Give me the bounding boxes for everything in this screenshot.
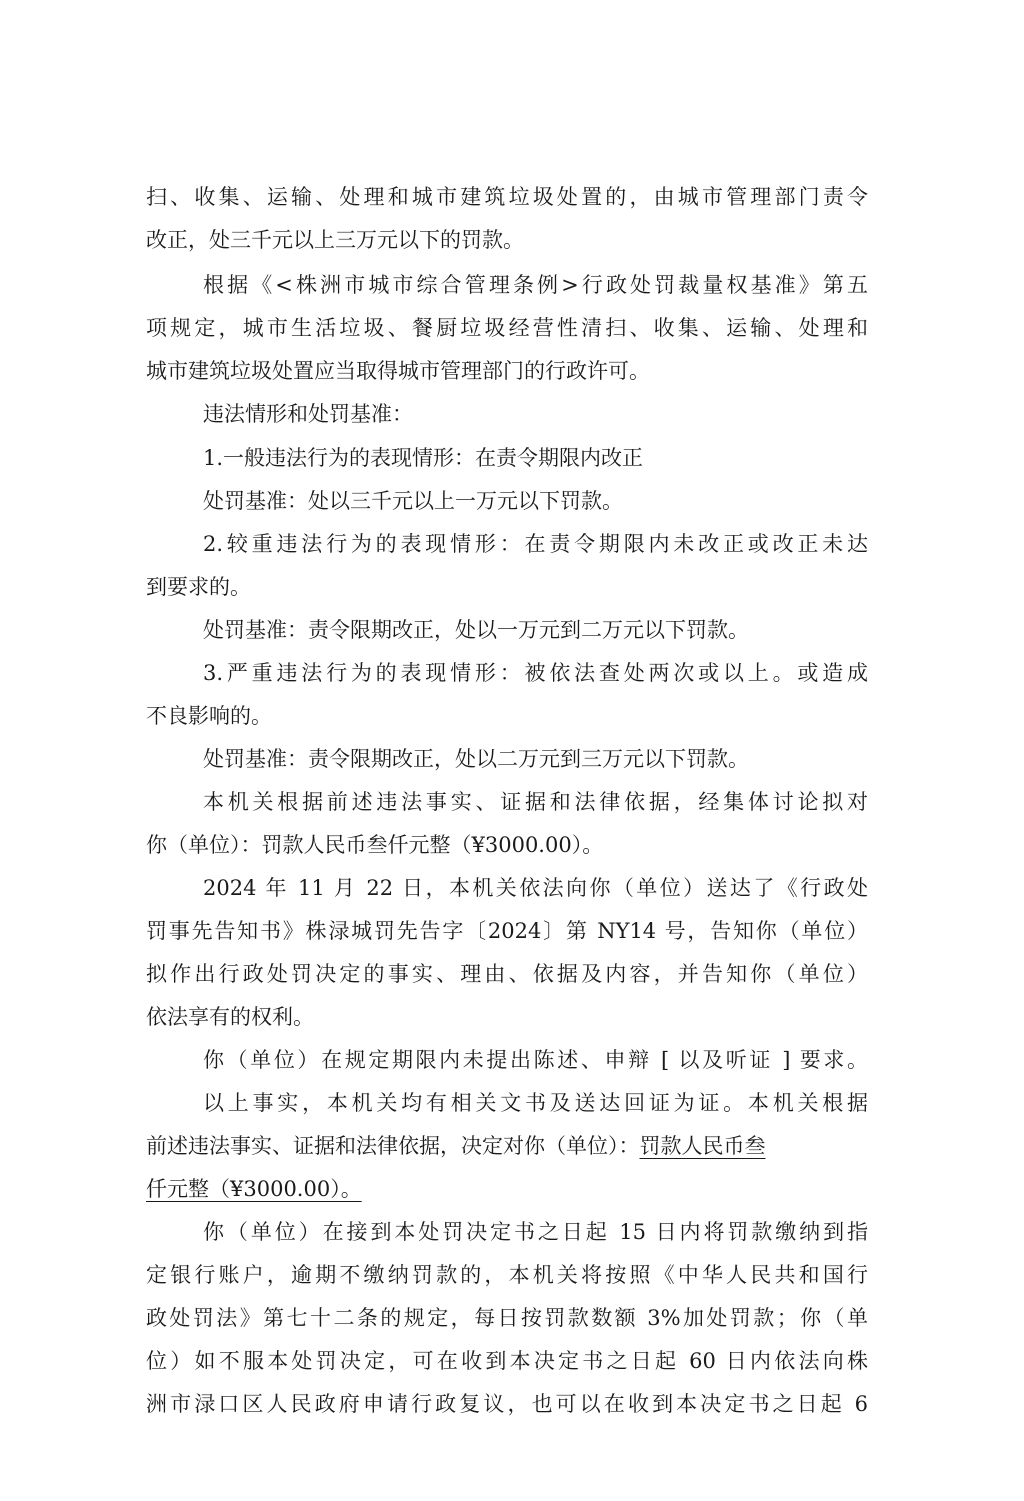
body-line: 扫、收集、运输、处理和城市建筑垃圾处置的，由城市管理部门责令 xyxy=(146,185,868,209)
body-line: 城市建筑垃圾处置应当取得城市管理部门的行政许可。 xyxy=(146,359,650,383)
list-item-line: 3.严重违法行为的表现情形：被依法查处两次或以上。或造成 xyxy=(203,661,868,685)
body-line: 政处罚法》第七十二条的规定，每日按罚款数额 3%加处罚款；你（单 xyxy=(146,1306,868,1330)
list-item-line: 2.较重违法行为的表现情形：在责令期限内未改正或改正未达 xyxy=(203,532,868,556)
section-heading: 违法情形和处罚基准： xyxy=(203,402,413,426)
body-line: 依法享有的权利。 xyxy=(146,1005,314,1029)
body-line: 罚事先告知书》株渌城罚先告字〔2024〕第 NY14 号，告知你（单位） xyxy=(146,919,868,943)
paragraph-start-line: 2024 年 11 月 22 日，本机关依法向你（单位）送达了《行政处 xyxy=(203,876,868,900)
paragraph-start-line: 根据《<株洲市城市综合管理条例>行政处罚裁量权基准》第五 xyxy=(203,273,868,297)
penalty-standard-line: 处罚基准：处以三千元以上一万元以下罚款。 xyxy=(203,489,623,513)
decision-text: 前述违法事实、证据和法律依据，决定对你（单位）： xyxy=(146,1134,640,1158)
penalty-standard-line: 处罚基准：责令限期改正，处以一万元到二万元以下罚款。 xyxy=(203,618,749,642)
paragraph-start-line: 你（单位）在规定期限内未提出陈述、申辩 [ 以及听证 ] 要求。 xyxy=(203,1048,868,1072)
body-line: 位）如不服本处罚决定，可在收到本决定书之日起 60 日内依法向株 xyxy=(146,1349,868,1373)
fine-amount-underlined: 罚款人民币叁 xyxy=(639,1134,766,1158)
body-line: 不良影响的。 xyxy=(146,704,272,728)
paragraph-start-line: 本机关根据前述违法事实、证据和法律依据，经集体讨论拟对 xyxy=(203,790,868,814)
list-item-line: 1.一般违法行为的表现情形：在责令期限内改正 xyxy=(203,446,644,470)
body-line: 项规定，城市生活垃圾、餐厨垃圾经营性清扫、收集、运输、处理和 xyxy=(146,316,868,340)
body-line xyxy=(146,1169,868,1209)
body-line: 改正，处三千元以上三万元以下的罚款。 xyxy=(146,228,524,252)
body-line xyxy=(146,1126,868,1166)
body-line: 到要求的。 xyxy=(146,575,251,599)
body-line: 拟作出行政处罚决定的事实、理由、依据及内容，并告知你（单位） xyxy=(146,962,868,986)
body-line: 定银行账户，逾期不缴纳罚款的，本机关将按照《中华人民共和国行 xyxy=(146,1263,868,1287)
penalty-standard-line: 处罚基准：责令限期改正，处以二万元到三万元以下罚款。 xyxy=(203,747,749,771)
body-line: 洲市渌口区人民政府申请行政复议，也可以在收到本决定书之日起 6 xyxy=(146,1392,868,1416)
paragraph-start-line: 你（单位）在接到本处罚决定书之日起 15 日内将罚款缴纳到指 xyxy=(203,1220,868,1244)
paragraph-start-line: 以上事实，本机关均有相关文书及送达回证为证。本机关根据 xyxy=(203,1091,868,1115)
fine-amount-underlined: 仟元整（¥3000.00）。 xyxy=(146,1177,362,1201)
body-line: 你（单位）：罚款人民币叁仟元整（¥3000.00）。 xyxy=(146,833,604,857)
